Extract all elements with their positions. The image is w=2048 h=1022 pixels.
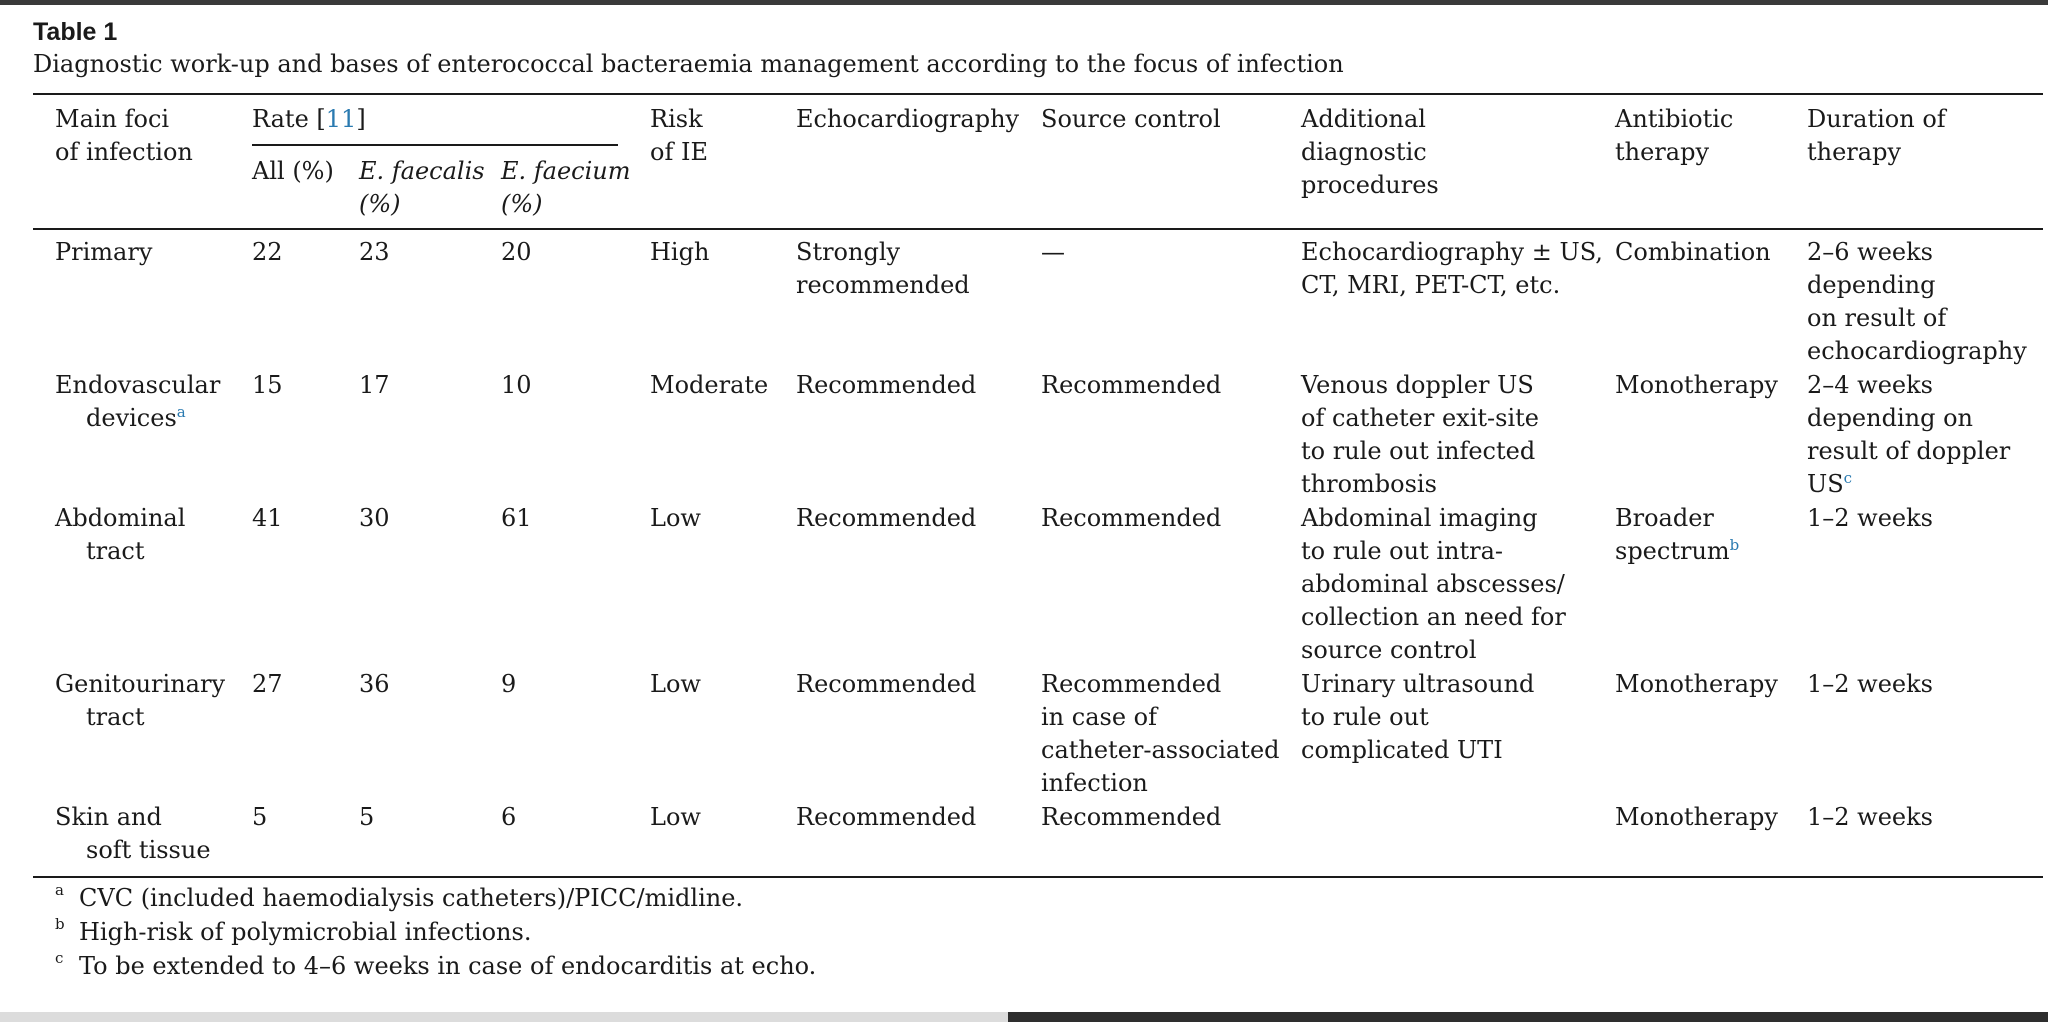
footnote-link[interactable]: a xyxy=(176,403,186,421)
cell-line: 2–6 weeks xyxy=(1807,238,1933,266)
header-antibiotic-line: Antibiotic xyxy=(1615,105,1734,133)
cell-all: 15 xyxy=(252,371,283,399)
cell-echo xyxy=(796,801,976,834)
cell-faecalis: 17 xyxy=(359,371,390,399)
cell-line: echocardiography xyxy=(1807,337,2027,365)
scrollbar-thumb[interactable] xyxy=(0,1012,1008,1022)
cell-duration xyxy=(1807,369,2010,501)
header-faecium-line: E. faecium xyxy=(501,157,631,185)
cell-line: Recommended xyxy=(1041,504,1222,532)
cell-source xyxy=(1041,369,1221,402)
cell-line: — xyxy=(1041,238,1065,266)
cell-risk: Moderate xyxy=(650,371,769,399)
header-echocardiography: Echocardiography xyxy=(796,105,1020,133)
cell-line: Recommended xyxy=(1041,803,1222,831)
cell-antibiotic xyxy=(1615,801,1778,834)
cell-line: Urinary ultrasound xyxy=(1301,670,1535,698)
cell-line: Broader xyxy=(1615,504,1714,532)
cell-line: Monotherapy xyxy=(1615,803,1778,831)
footnote-text: To be extended to 4–6 weeks in case of endocarditis at echo. xyxy=(79,952,817,980)
header-main-foci-line: Main foci xyxy=(55,105,170,133)
header-risk-line: of IE xyxy=(650,138,708,166)
header-faecium-line: (%) xyxy=(501,190,543,218)
horizontal-scrollbar[interactable] xyxy=(0,1012,2048,1022)
cell-line: to rule out xyxy=(1301,703,1429,731)
cell-line: Venous doppler US xyxy=(1301,371,1534,399)
footnote-text: High-risk of polymicrobial infections. xyxy=(79,918,532,946)
cell-line: depending on xyxy=(1807,404,1973,432)
cell-echo xyxy=(796,369,976,402)
cell-faecium: 10 xyxy=(501,371,532,399)
cell-line: to rule out infected xyxy=(1301,437,1536,465)
header-rate-label: Rate [ xyxy=(252,105,326,133)
cell-duration xyxy=(1807,801,1933,834)
footnote-b xyxy=(33,915,532,946)
header-additional-line: Additional xyxy=(1301,105,1426,133)
cell-all: 27 xyxy=(252,670,283,698)
header-risk xyxy=(650,103,708,169)
cell-line: infection xyxy=(1041,769,1148,797)
cell-faecalis: 30 xyxy=(359,504,390,532)
cell-all: 41 xyxy=(252,504,283,532)
cell-line: Recommended xyxy=(1041,670,1222,698)
header-rate-bracket: ] xyxy=(356,105,366,133)
header-risk-line: Risk xyxy=(650,105,703,133)
header-faecalis xyxy=(359,155,485,221)
cell-line: thrombosis xyxy=(1301,470,1437,498)
header-main-foci-line: of infection xyxy=(55,138,193,166)
cell-faecium: 9 xyxy=(501,670,517,698)
cell-source xyxy=(1041,502,1221,535)
cell-line: Endovascular xyxy=(55,371,221,399)
cell-line: 1–2 weeks xyxy=(1807,504,1933,532)
footnote-mark: b xyxy=(55,915,65,933)
header-source-control: Source control xyxy=(1041,105,1221,133)
cell-line: soft tissue xyxy=(86,836,211,864)
cell-duration xyxy=(1807,502,1933,535)
cell-line: Recommended xyxy=(796,670,977,698)
header-all: All (%) xyxy=(252,157,334,185)
footnote-mark: c xyxy=(55,949,64,967)
cell-source xyxy=(1041,801,1221,834)
cell-line: Strongly xyxy=(796,238,901,266)
footnote-link[interactable]: b xyxy=(1729,536,1740,554)
cell-focus xyxy=(55,502,185,568)
cell-line: Monotherapy xyxy=(1615,371,1778,399)
cell-line: recommended xyxy=(796,271,970,299)
cell-antibiotic xyxy=(1615,236,1771,269)
header-faecalis-line: (%) xyxy=(359,190,401,218)
cell-line: of catheter exit-site xyxy=(1301,404,1539,432)
cell-focus xyxy=(55,369,220,435)
cell-echo xyxy=(796,502,976,535)
header-faecalis-line: E. faecalis xyxy=(359,157,485,185)
cell-faecalis: 23 xyxy=(359,238,390,266)
header-duration xyxy=(1807,103,1946,169)
header-duration-line: Duration of xyxy=(1807,105,1946,133)
cell-line: source control xyxy=(1301,636,1477,664)
rule-rate-subheader xyxy=(252,144,618,146)
cell-risk: Low xyxy=(650,670,701,698)
footnote-link[interactable]: c xyxy=(1843,469,1853,487)
cell-line: Recommended xyxy=(1041,371,1222,399)
header-faecium xyxy=(501,155,631,221)
cell-line: to rule out intra- xyxy=(1301,537,1504,565)
header-main-foci xyxy=(55,103,193,169)
header-rate xyxy=(252,103,366,136)
cell-faecium: 6 xyxy=(501,803,517,831)
cell-line-with-note xyxy=(1807,468,2010,501)
cell-line: 2–4 weeks xyxy=(1807,371,1933,399)
cell-focus xyxy=(55,236,152,269)
cell-duration xyxy=(1807,668,1933,701)
cell-duration xyxy=(1807,236,2027,368)
cell-line: collection an need for xyxy=(1301,603,1566,631)
cell-line: Primary xyxy=(55,238,153,266)
cell-faecalis: 5 xyxy=(359,803,375,831)
cell-line: Combination xyxy=(1615,238,1771,266)
cell-line: Recommended xyxy=(796,803,977,831)
rule-header-bottom xyxy=(33,228,2043,230)
cell-antibiotic xyxy=(1615,369,1778,402)
cell-line: on result of xyxy=(1807,304,1947,332)
cell-additional xyxy=(1301,502,1566,667)
cell-antibiotic xyxy=(1615,502,1739,568)
cell-line: complicated UTI xyxy=(1301,736,1503,764)
cell-line: abdominal abscesses/ xyxy=(1301,570,1565,598)
cell-line: CT, MRI, PET-CT, etc. xyxy=(1301,271,1561,299)
cell-line: tract xyxy=(86,537,145,565)
header-additional-line: procedures xyxy=(1301,171,1439,199)
cell-antibiotic xyxy=(1615,668,1778,701)
cell-line: Abdominal imaging xyxy=(1301,504,1538,532)
cell-faecium: 61 xyxy=(501,504,532,532)
rate-reference-link[interactable]: 11 xyxy=(325,105,357,133)
cell-focus xyxy=(55,668,225,734)
cell-source xyxy=(1041,668,1280,800)
cell-line: depending xyxy=(1807,271,1936,299)
cell-risk: Low xyxy=(650,803,701,831)
header-additional xyxy=(1301,103,1439,202)
header-antibiotic xyxy=(1615,103,1733,169)
cell-source xyxy=(1041,236,1065,269)
cell-faecium: 20 xyxy=(501,238,532,266)
cell-all: 5 xyxy=(252,803,268,831)
rule-top xyxy=(33,93,2043,95)
cell-line: spectrum xyxy=(1615,537,1730,565)
cell-echo xyxy=(796,236,970,302)
footnote-a xyxy=(33,881,744,912)
cell-line: catheter-associated xyxy=(1041,736,1280,764)
cell-additional xyxy=(1301,668,1534,767)
cell-additional xyxy=(1301,369,1539,501)
cell-additional xyxy=(1301,236,1603,302)
cell-line: Recommended xyxy=(796,504,977,532)
cell-line: Skin and xyxy=(55,803,162,831)
header-duration-line: therapy xyxy=(1807,138,1902,166)
cell-faecalis: 36 xyxy=(359,670,390,698)
cell-all: 22 xyxy=(252,238,283,266)
table-caption: Diagnostic work-up and bases of enterococcal bacteraemia management according to the focus of infection xyxy=(33,50,1344,78)
header-antibiotic-line: therapy xyxy=(1615,138,1710,166)
cell-risk: Low xyxy=(650,504,701,532)
cell-line: Monotherapy xyxy=(1615,670,1778,698)
cell-line: in case of xyxy=(1041,703,1157,731)
top-bar xyxy=(0,0,2048,5)
cell-line: 1–2 weeks xyxy=(1807,803,1933,831)
cell-focus xyxy=(55,801,211,867)
cell-line: Abdominal xyxy=(55,504,186,532)
cell-line: Echocardiography ± US, xyxy=(1301,238,1603,266)
header-additional-line: diagnostic xyxy=(1301,138,1427,166)
cell-line-with-note xyxy=(55,402,220,435)
cell-line: US xyxy=(1807,470,1844,498)
footnote-text: CVC (included haemodialysis catheters)/PICC/midline. xyxy=(79,884,744,912)
footnote-c xyxy=(33,949,817,980)
cell-line: Genitourinary xyxy=(55,670,226,698)
cell-line: 1–2 weeks xyxy=(1807,670,1933,698)
cell-risk: High xyxy=(650,238,710,266)
footnote-mark: a xyxy=(55,881,64,899)
cell-line: tract xyxy=(86,703,145,731)
rule-table-bottom xyxy=(33,876,2043,878)
cell-line: devices xyxy=(86,404,177,432)
cell-line: Recommended xyxy=(796,371,977,399)
cell-echo xyxy=(796,668,976,701)
table-label: Table 1 xyxy=(33,18,118,46)
cell-line: result of doppler xyxy=(1807,437,2011,465)
cell-line-with-note xyxy=(1615,535,1739,568)
